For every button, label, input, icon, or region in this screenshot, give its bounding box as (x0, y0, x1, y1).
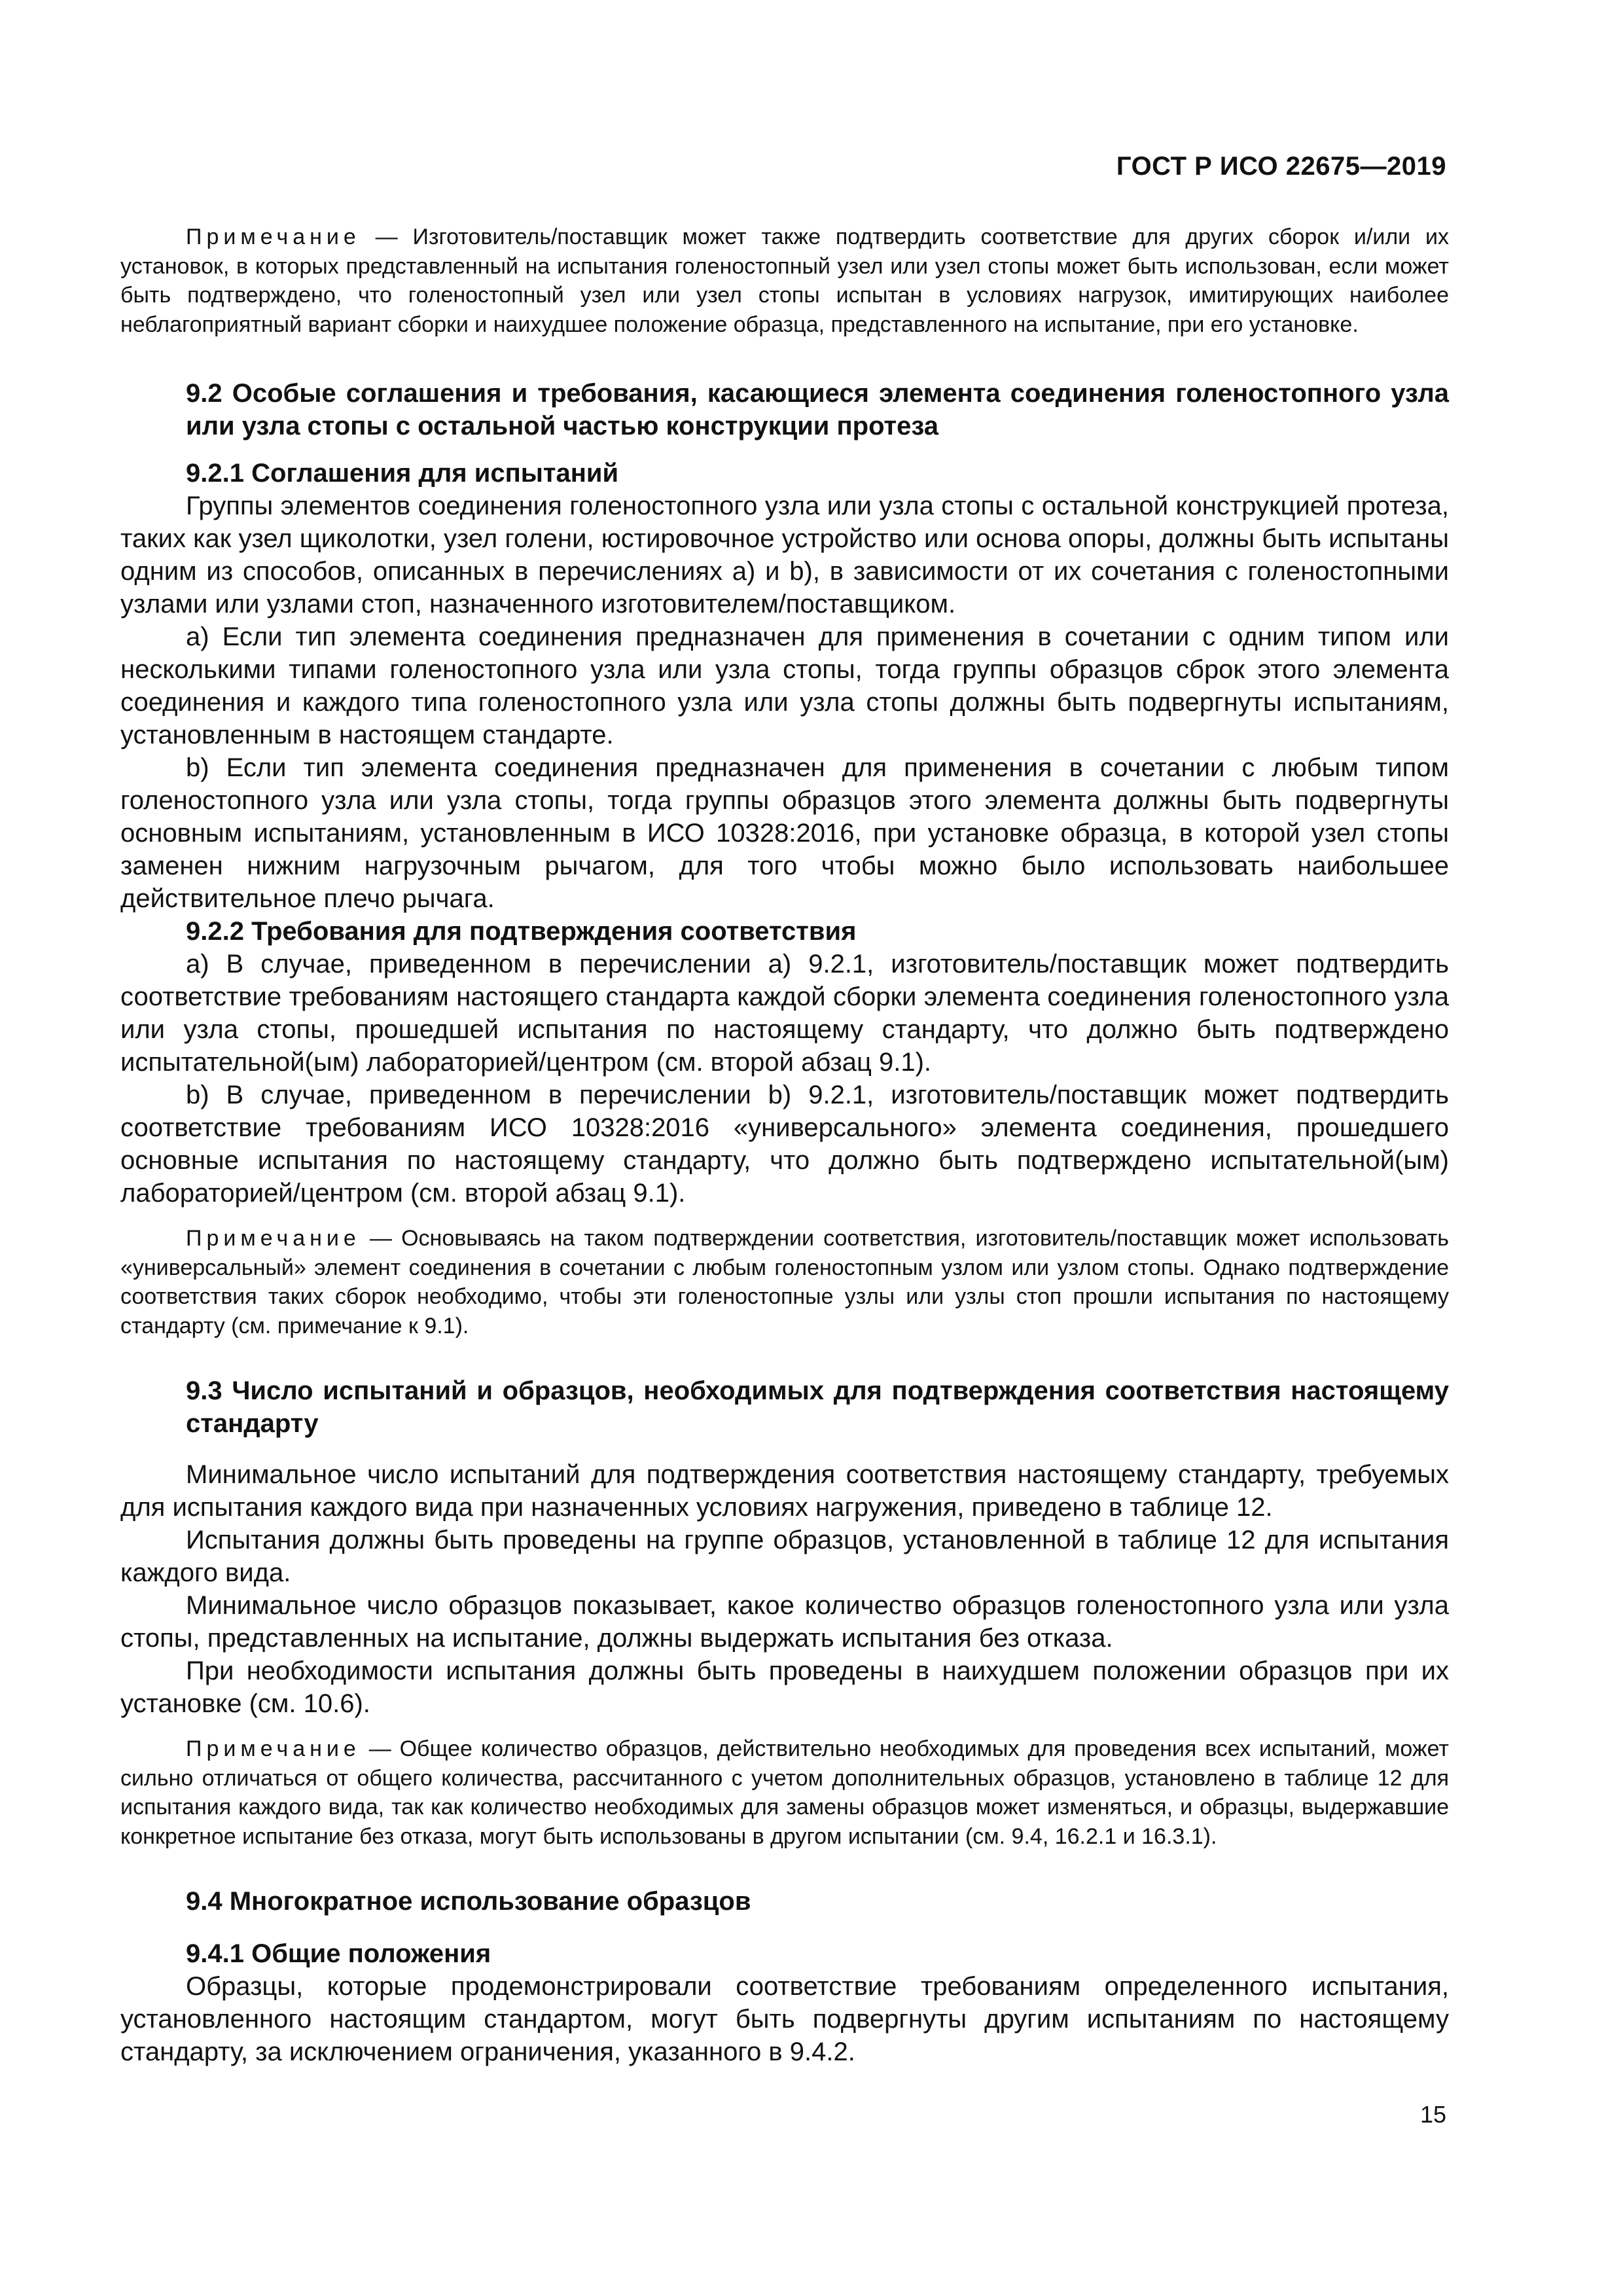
paragraph: Группы элементов соединения голеностопного узла или узла стопы с остальной конструкцией протеза, таких как узел щиколотки, узел голени, юстировочное устройство или основа опоры, должны быть испытаны одним из способов, описанных в перечислениях а) и b), в зависимости от их сочетания с голеностопными узлами или узлами стоп, назначенного изготовителем/поставщиком. (120, 492, 1449, 619)
paragraph: b) В случае, приведенном в перечислении b) 9.2.1, изготовитель/поставщик может подтвердить соответствие требованиям ИСО 10328:2016 «универсального» элемента соединения, прошедшего основные испытания по настоящему стандарту, что должно быть подтверждено испытательной(ым) лабораторией/центром (см. второй абзац 9.1). (120, 1081, 1449, 1208)
paragraph: а) Если тип элемента соединения предназначен для применения в сочетании с одним типом или несколькими типами голеностопного узла или узла стопы, тогда группы образцов сброк этого элемента соединения и каждого типа голеностопного узла или узла стопы должны быть подвергнуты испытаниям, установленным в настоящем стандарте. (120, 622, 1449, 749)
note-paragraph (120, 1734, 1449, 1851)
note-label: Примечание (186, 1226, 361, 1251)
paragraph: При необходимости испытания должны быть проведены в наихудшем положении образцов при их установке (см. 10.6). (120, 1657, 1449, 1718)
paragraph: а) В случае, приведенном в перечислении а) 9.2.1, изготовитель/поставщик может подтвердить соответствие требованиям настоящего стандарта каждой сборки элемента соединения голеностопного узла или узла стопы, прошедшей испытания по настоящему стандарту, что должно быть подтверждено испытательной(ым) лабораторией/центром (см. второй абзац 9.1). (120, 950, 1449, 1077)
paragraph: Испытания должны быть проведены на группе образцов, установленной в таблице 12 для испытания каждого вида. (120, 1526, 1449, 1587)
section-heading-9-3: 9.3 Число испытаний и образцов, необходимых для подтверждения соответствия настоящему стандарту (186, 1376, 1449, 1438)
note-text: — Общее количество образцов, действительно необходимых для проведения всех испытаний, может сильно отличаться от общего количества, рассчитанного с учетом дополнительных образцов, установлено в таблице 12 для испытания каждого вида, так как количество необходимых для замены образцов может изменяться, и образцы, выдержавшие конкретное испытание без отказа, могут быть использованы в другом испытании (см. 9.4, 16.2.1 и 16.3.1). (120, 1736, 1449, 1849)
paragraph: Минимальное число образцов показывает, какое количество образцов голеностопного узла или узла стопы, представленных на испытание, должны выдержать испытания без отказа. (120, 1591, 1449, 1653)
note-text: — Изготовитель/поставщик может также подтвердить соответствие для других сборок и/или их установок, в которых представленный на испытания голеностопный узел или узел стопы может быть использован, если может быть подтверждено, что голеностопный узел или узел стопы испытан в условиях нагрузок, имитирующих наиболее неблагоприятный вариант сборки и наихудшее положение образца, представленного на испытание, при его установке. (120, 224, 1449, 337)
note-label: Примечание (186, 224, 361, 249)
note-text: — Основываясь на таком подтверждении соответствия, изготовитель/поставщик может использовать «универсальный» элемент соединения в сочетании с любым голеностопным узлом или узлом стопы. Однако подтверждение соответствия таких сборок необходимо, чтобы эти голеностопные узлы или узлы стоп прошли испытания по настоящему стандарту (см. примечание к 9.1). (120, 1226, 1449, 1338)
paragraph: Минимальное число испытаний для подтверждения соответствия настоящему стандарту, требуемых для испытания каждого вида при назначенных условиях нагружения, приведено в таблице 12. (120, 1460, 1449, 1522)
subsection-heading-9-2-1: 9.2.1 Соглашения для испытаний (186, 459, 619, 488)
note-label: Примечание (186, 1736, 361, 1761)
paragraph: Образцы, которые продемонстрировали соответствие требованиям определенного испытания, установленного настоящим стандартом, могут быть подвергнуты другим испытаниям по настоящему стандарту, за исключением ограничения, указанного в 9.4.2. (120, 1972, 1449, 2066)
document-body (120, 223, 1449, 2068)
page-number: 15 (1419, 2101, 1446, 2128)
section-heading-9-4: 9.4 Многократное использование образцов (186, 1887, 751, 1916)
subsection-heading-9-2-2: 9.2.2 Требования для подтверждения соответствия (186, 917, 857, 946)
document-header-code: ГОСТ Р ИСО 22675—2019 (1116, 152, 1446, 181)
note-paragraph (120, 223, 1449, 339)
paragraph: b) Если тип элемента соединения предназначен для применения в сочетании с любым типом голеностопного узла или узла стопы, тогда группы образцов этого элемента должны быть подвергнуты основным испытаниям, установленным в ИСО 10328:2016, при установке образца, в которой узел стопы заменен нижним нагрузочным рычагом, для того чтобы можно было использовать наибольшее действительное плечо рычага. (120, 753, 1449, 913)
section-heading-9-2: 9.2 Особые соглашения и требования, касающиеся элемента соединения голеностопного узла или узла стопы с остальной частью конструкции протеза (186, 379, 1449, 440)
subsection-heading-9-4-1: 9.4.1 Общие положения (186, 1939, 491, 1968)
note-paragraph (120, 1224, 1449, 1340)
